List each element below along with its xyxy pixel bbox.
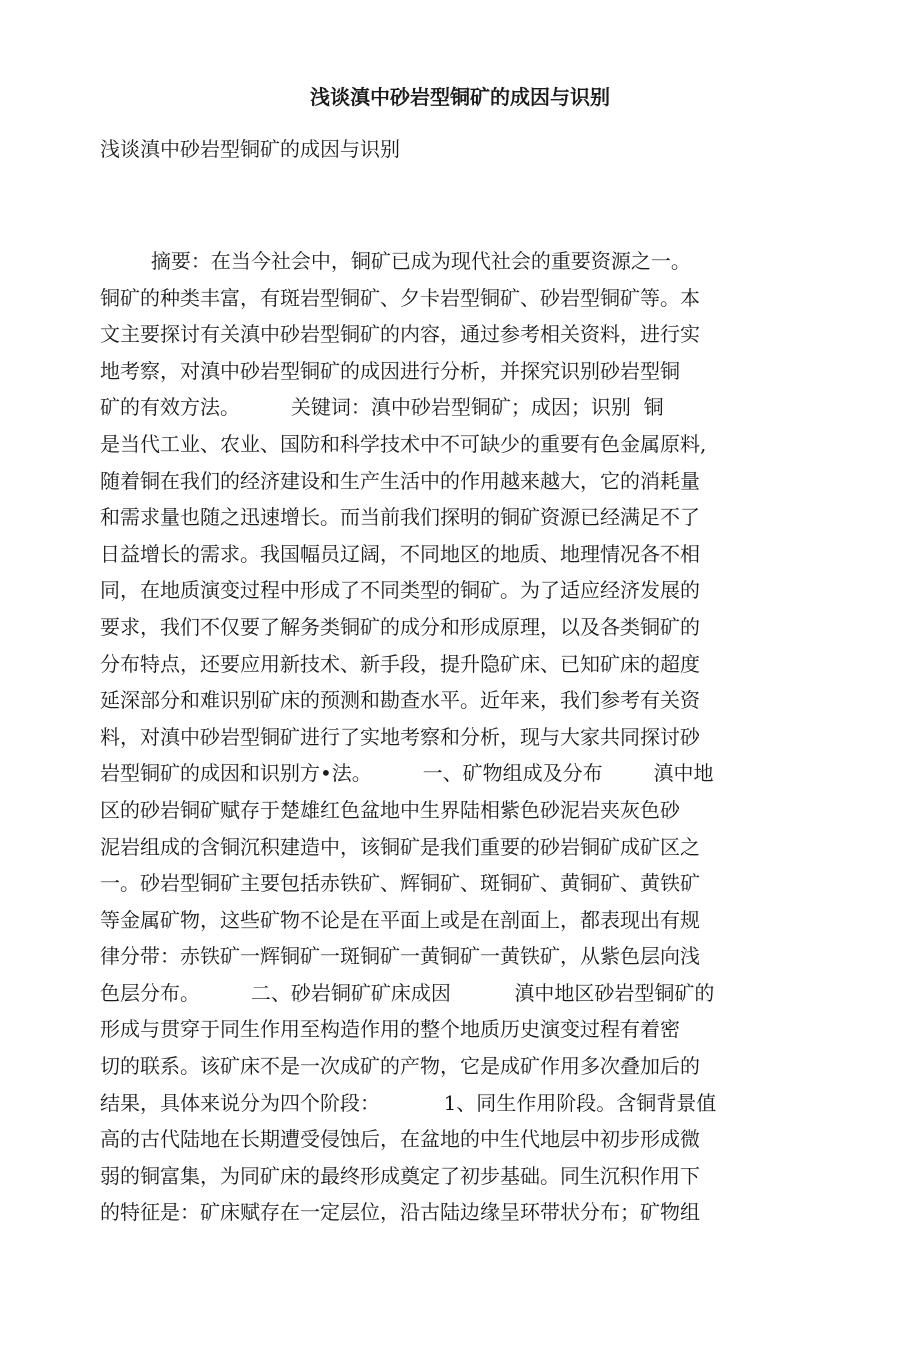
text-line: 区的砂岩铜矿赋存于楚雄红色盆地中生界陆相紫色砂泥岩夹灰色砂 <box>100 797 680 822</box>
text-line: 形成与贯穿于同生作用至构造作用的整个地质历史演变过程有着密 <box>100 1017 680 1042</box>
text-line: 弱的铜富集，为同矿床的最终形成奠定了初步基础。同生沉积作用下 <box>100 1163 700 1188</box>
text-line: 的特征是：矿床赋存在一定层位，沿古陆边缘呈环带状分布；矿物组 <box>100 1200 700 1225</box>
text-line: 矿的有效方法。 关键词：滇中砂岩型铜矿；成因；识别 铜 <box>100 395 664 420</box>
text-line: 是当代工业、农业、国防和科学技术中不可缺少的重要有色金属原料, <box>100 431 707 456</box>
document-title: 浅谈滇中砂岩型铜矿的成因与识别 <box>310 85 610 109</box>
text-line: 料，对滇中砂岩型铜矿进行了实地考察和分析，现与大家共同探讨砂 <box>100 724 700 749</box>
text-line: 岩型铜矿的成因和识别方•法。 一、矿物组成及分布 滇中地 <box>100 761 714 786</box>
text-line: 和需求量也随之迅速增长。而当前我们探明的铜矿资源已经满足不了 <box>100 505 700 530</box>
text-line: 延深部分和难识别矿床的预测和勘查水平。近年来，我们参考有关资 <box>100 688 700 713</box>
text-line: 要求，我们不仅要了解务类铜矿的成分和形成原理，以及各类铜矿的 <box>100 614 700 639</box>
text-line: 色层分布。 二、砂岩铜矿矿床成因 滇中地区砂岩型铜矿的 <box>100 980 715 1005</box>
text-line: 随着铜在我们的经济建设和生产生活中的作用越来越大，它的消耗量 <box>100 468 700 493</box>
text-line: 泥岩组成的含铜沉积建造中，该铜矿是我们重要的砂岩铜矿成矿区之 <box>100 834 700 859</box>
body-text <box>100 243 810 1231</box>
text-line: 同，在地质演变过程中形成了不同类型的铜矿。为了适应经济发展的 <box>100 578 700 603</box>
text-line: 高的古代陆地在长期遭受侵蚀后，在盆地的中生代地层中初步形成微 <box>100 1127 700 1152</box>
text-line: 结果，具体来说分为四个阶段： 1、同生作用阶段。含铜背景值 <box>100 1090 717 1115</box>
text-line: 分布特点，还要应用新技术、新手段，提升隐矿床、已知矿床的超度 <box>100 651 700 676</box>
text-line: 律分带：赤铁矿一辉铜矿一斑铜矿一黄铜矿一黄铁矿，从紫色层向浅 <box>100 944 700 969</box>
text-line: 等金属矿物，这些矿物不论是在平面上或是在剖面上，都表现出有规 <box>100 907 700 932</box>
text-line: 一。砂岩型铜矿主要包括赤铁矿、辉铜矿、斑铜矿、黄铜矿、黄铁矿 <box>100 871 700 896</box>
text-line: 日益增长的需求。我国幅员辽阔，不同地区的地质、地理情况各不相 <box>100 541 700 566</box>
document-subtitle: 浅谈滇中砂岩型铜矿的成因与识别 <box>100 137 400 161</box>
text-line: 文主要探讨有关滇中砂岩型铜矿的内容，通过参考相关资料，进行实 <box>100 322 700 347</box>
text-line: 地考察，对滇中砂岩型铜矿的成因进行分析，并探究识别砂岩型铜 <box>100 358 680 383</box>
text-line: 摘要：在当今社会中，铜矿已成为现代社会的重要资源之一。 <box>100 249 691 273</box>
text-line: 切的联系。该矿床不是一次成矿的产物，它是成矿作用多次叠加后的 <box>100 1054 700 1079</box>
text-line: 铜矿的种类丰富，有斑岩型铜矿、夕卡岩型铜矿、砂岩型铜矿等。本 <box>100 285 700 310</box>
